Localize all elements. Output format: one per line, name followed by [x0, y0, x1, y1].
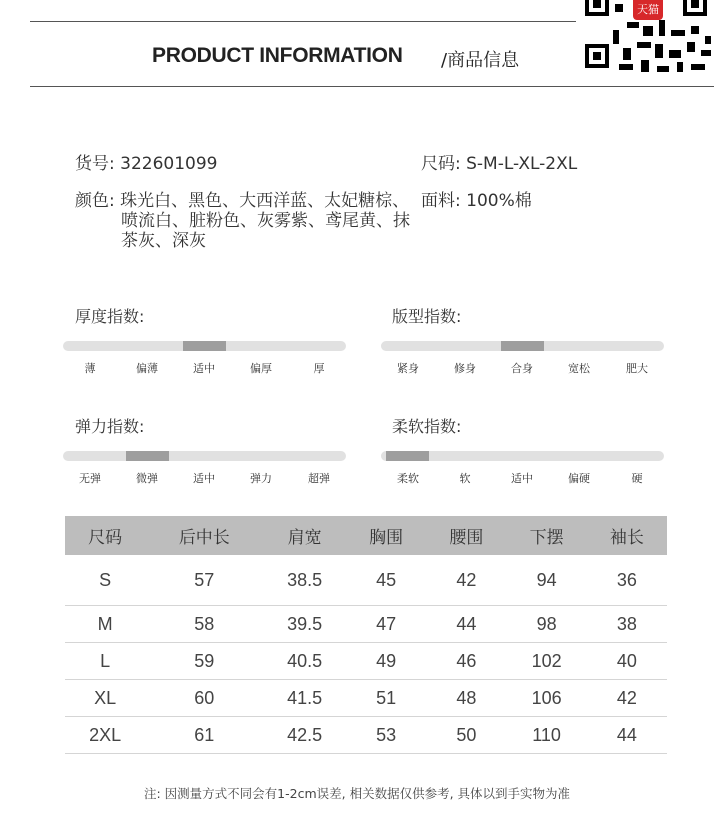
column-header: 尺码 — [65, 516, 145, 555]
table-cell: 47 — [346, 606, 426, 643]
fit-index-bar — [381, 341, 664, 351]
table-cell: 42.5 — [263, 717, 346, 754]
thickness-index-title: 厚度指数: — [75, 307, 145, 326]
table-cell: 59 — [145, 643, 263, 680]
table-header-row — [65, 516, 667, 555]
tick-label: 超弹 — [308, 472, 330, 485]
table-cell: 44 — [426, 606, 506, 643]
tick-label: 宽松 — [568, 362, 590, 375]
table-cell: 48 — [426, 680, 506, 717]
tmall-badge: 天猫 — [633, 0, 663, 20]
table-cell: 36 — [587, 555, 667, 606]
softness-index-marker — [386, 451, 429, 461]
tick-label: 修身 — [454, 362, 476, 375]
article-number: 货号: 322601099 — [75, 154, 218, 174]
table-cell: 106 — [506, 680, 586, 717]
elasticity-index-bar — [63, 451, 346, 461]
table-cell: 40 — [587, 643, 667, 680]
table-row — [65, 680, 667, 717]
table-cell: 110 — [506, 717, 586, 754]
column-header: 胸围 — [346, 516, 426, 555]
column-header: 下摆 — [506, 516, 586, 555]
tick-label: 弹力 — [250, 472, 272, 485]
table-cell: 94 — [506, 555, 586, 606]
table-cell: 50 — [426, 717, 506, 754]
tick-label: 薄 — [84, 362, 96, 375]
table-cell: 45 — [346, 555, 426, 606]
table-cell: 60 — [145, 680, 263, 717]
table-cell: 41.5 — [263, 680, 346, 717]
table-cell: 38 — [587, 606, 667, 643]
table-cell: 98 — [506, 606, 586, 643]
table-cell: 102 — [506, 643, 586, 680]
size-table — [65, 516, 667, 754]
column-header: 后中长 — [145, 516, 263, 555]
table-cell: XL — [65, 680, 145, 717]
column-header: 腰围 — [426, 516, 506, 555]
table-row — [65, 717, 667, 754]
softness-index-ticks — [381, 470, 664, 486]
table-cell: 42 — [426, 555, 506, 606]
elasticity-index-title: 弹力指数: — [75, 417, 145, 436]
table-cell: 2XL — [65, 717, 145, 754]
tick-label: 适中 — [193, 472, 215, 485]
thickness-index-marker — [183, 341, 226, 351]
thickness-index-ticks — [63, 360, 346, 376]
table-cell: 51 — [346, 680, 426, 717]
table-cell: 38.5 — [263, 555, 346, 606]
fabric: 面料: 100%棉 — [421, 191, 532, 211]
table-cell: 49 — [346, 643, 426, 680]
softness-index-title: 柔软指数: — [392, 417, 462, 436]
tick-label: 微弹 — [136, 472, 158, 485]
tick-label: 适中 — [193, 362, 215, 375]
tick-label: 合身 — [511, 362, 533, 375]
table-cell: 42 — [587, 680, 667, 717]
color-list: 颜色: 珠光白、黑色、大西洋蓝、太妃糖棕、喷流白、脏粉色、灰雾紫、鸢尾黄、抹茶灰、深灰 — [75, 191, 410, 251]
fit-index-title: 版型指数: — [392, 307, 462, 326]
table-cell: 57 — [145, 555, 263, 606]
table-cell: 53 — [346, 717, 426, 754]
table-cell: S — [65, 555, 145, 606]
page-title-cn: /商品信息 — [441, 50, 520, 71]
fit-index-ticks — [381, 360, 664, 376]
table-row — [65, 606, 667, 643]
table-cell: 58 — [145, 606, 263, 643]
table-row — [65, 643, 667, 680]
tick-label: 肥大 — [626, 362, 648, 375]
fit-index-marker — [501, 341, 544, 351]
table-cell: 40.5 — [263, 643, 346, 680]
tick-label: 偏厚 — [250, 362, 272, 375]
table-cell: M — [65, 606, 145, 643]
table-cell: 46 — [426, 643, 506, 680]
table-cell: 39.5 — [263, 606, 346, 643]
size-range: 尺码: S-M-L-XL-2XL — [421, 154, 578, 174]
header-top-line — [30, 21, 576, 22]
tick-label: 厚 — [313, 362, 325, 375]
thickness-index-bar — [63, 341, 346, 351]
tick-label: 无弹 — [79, 472, 101, 485]
tick-label: 偏硬 — [568, 472, 590, 485]
header-bottom-line — [30, 86, 714, 87]
qr-code — [583, 0, 714, 76]
softness-index-bar — [381, 451, 664, 461]
table-cell: L — [65, 643, 145, 680]
table-cell: 61 — [145, 717, 263, 754]
measurement-note: 注: 因测量方式不同会有1-2cm误差, 相关数据仅供参考, 具体以到手实物为准 — [143, 786, 571, 801]
tick-label: 软 — [459, 472, 471, 485]
column-header: 袖长 — [587, 516, 667, 555]
column-header: 肩宽 — [263, 516, 346, 555]
elasticity-index-marker — [126, 451, 169, 461]
tick-label: 紧身 — [397, 362, 419, 375]
elasticity-index-ticks — [63, 470, 346, 486]
table-cell: 44 — [587, 717, 667, 754]
table-row — [65, 555, 667, 606]
tick-label: 适中 — [511, 472, 533, 485]
tick-label: 偏薄 — [136, 362, 158, 375]
tick-label: 柔软 — [397, 472, 419, 485]
page-title: PRODUCT INFORMATION — [152, 44, 403, 67]
tick-label: 硬 — [631, 472, 643, 485]
